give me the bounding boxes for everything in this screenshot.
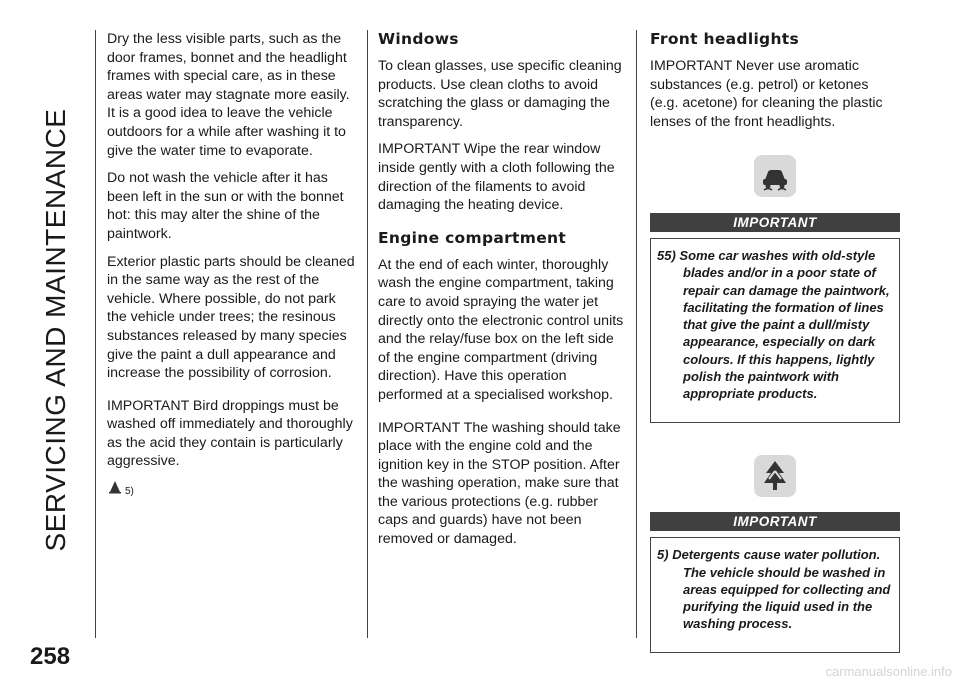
important-banner: IMPORTANT (650, 213, 900, 232)
environment-icon-row (650, 453, 900, 505)
important-box (650, 238, 900, 423)
paragraph: Dry the less visible parts, such as the door frames, bonnet and the headlight frames with special care, as in these areas water may stagnate more easily. It is a good idea to leave the vehicle outdoors for a while after washing it to give the water time to evaporate. (107, 31, 350, 159)
item-number: 55) (657, 247, 676, 263)
reference-label: 5) (125, 486, 134, 498)
column-2 (378, 30, 626, 558)
paragraph: IMPORTANT The washing should take place with the engine cold and the ignition key in the STOP position. After the washing operation, make sure that the various protections (e.g. rubber caps and guards) have not been removed or damaged. (378, 419, 621, 548)
paragraph: IMPORTANT Wipe the rear window inside gently with a cloth following the direction of the filaments to avoid damaging the heating device. (378, 141, 615, 214)
paragraph: Exterior plastic parts should be cleaned in the same way as the rest of the vehicle. Where possible, do not park the vehicle under trees; the resinous substances released by many species give the paint a dull appearance and increase the possibility of corrosion. (107, 253, 355, 382)
watermark: carmanualsonline.info (825, 664, 952, 679)
page-number: 258 (30, 643, 71, 670)
important-box (650, 537, 900, 652)
important-item (657, 247, 893, 403)
column-3 (650, 30, 900, 653)
section-title: SERVICING AND MAINTENANCE (40, 108, 71, 552)
paragraph: IMPORTANT Bird droppings must be washed off immediately and thoroughly as the acid they contain is particularly aggressive. (107, 397, 353, 470)
important-item (657, 546, 893, 632)
left-margin-rule (95, 30, 96, 638)
item-text: Detergents cause water pollution. The vehicle should be washed in areas equipped for collecting and purifying the liquid used in the washing process. (672, 547, 891, 632)
environment-tree-icon (107, 480, 123, 502)
column-divider-1 (367, 30, 368, 638)
front-headlights-heading: Front headlights (650, 30, 800, 48)
item-number: 5) (657, 547, 669, 563)
paragraph: To clean glasses, use specific cleaning products. Use clean cloths to avoid scratching the glass or damaging the transparency. (378, 58, 622, 130)
paragraph: IMPORTANT Never use aromatic substances (e.g. petrol) or ketones (e.g. acetone) for cleaning the plastic lenses of the front headlights. (650, 58, 883, 130)
column-1 (107, 30, 357, 502)
column-divider-2 (636, 30, 637, 638)
important-banner: IMPORTANT (650, 512, 900, 531)
item-text: Some car washes with old-style blades and/or in a poor state of repair can damage the paintwork, facilitating the formation of lines that give the paint a dull/misty appearance, especially on dark colours. If this happens, lightly polish the paintwork with appropriate products. (679, 247, 890, 402)
warning-icon-row (650, 153, 900, 205)
environment-reference[interactable] (107, 480, 357, 502)
engine-compartment-heading: Engine compartment (378, 228, 567, 247)
car-warning-icon (752, 153, 798, 205)
paragraph: Do not wash the vehicle after it has been left in the sun or with the bonnet hot: this may alter the shine of the paintwork. (107, 170, 344, 242)
windows-heading: Windows (378, 30, 459, 48)
environment-tree-icon (752, 453, 798, 505)
paragraph: At the end of each winter, thoroughly wash the engine compartment, taking care to avoid spraying the water jet directly onto the electronic control units and the relay/fuse box on the left side of the engine compartment (driving direction). Have this operation performed at a specialised workshop. (378, 256, 624, 403)
